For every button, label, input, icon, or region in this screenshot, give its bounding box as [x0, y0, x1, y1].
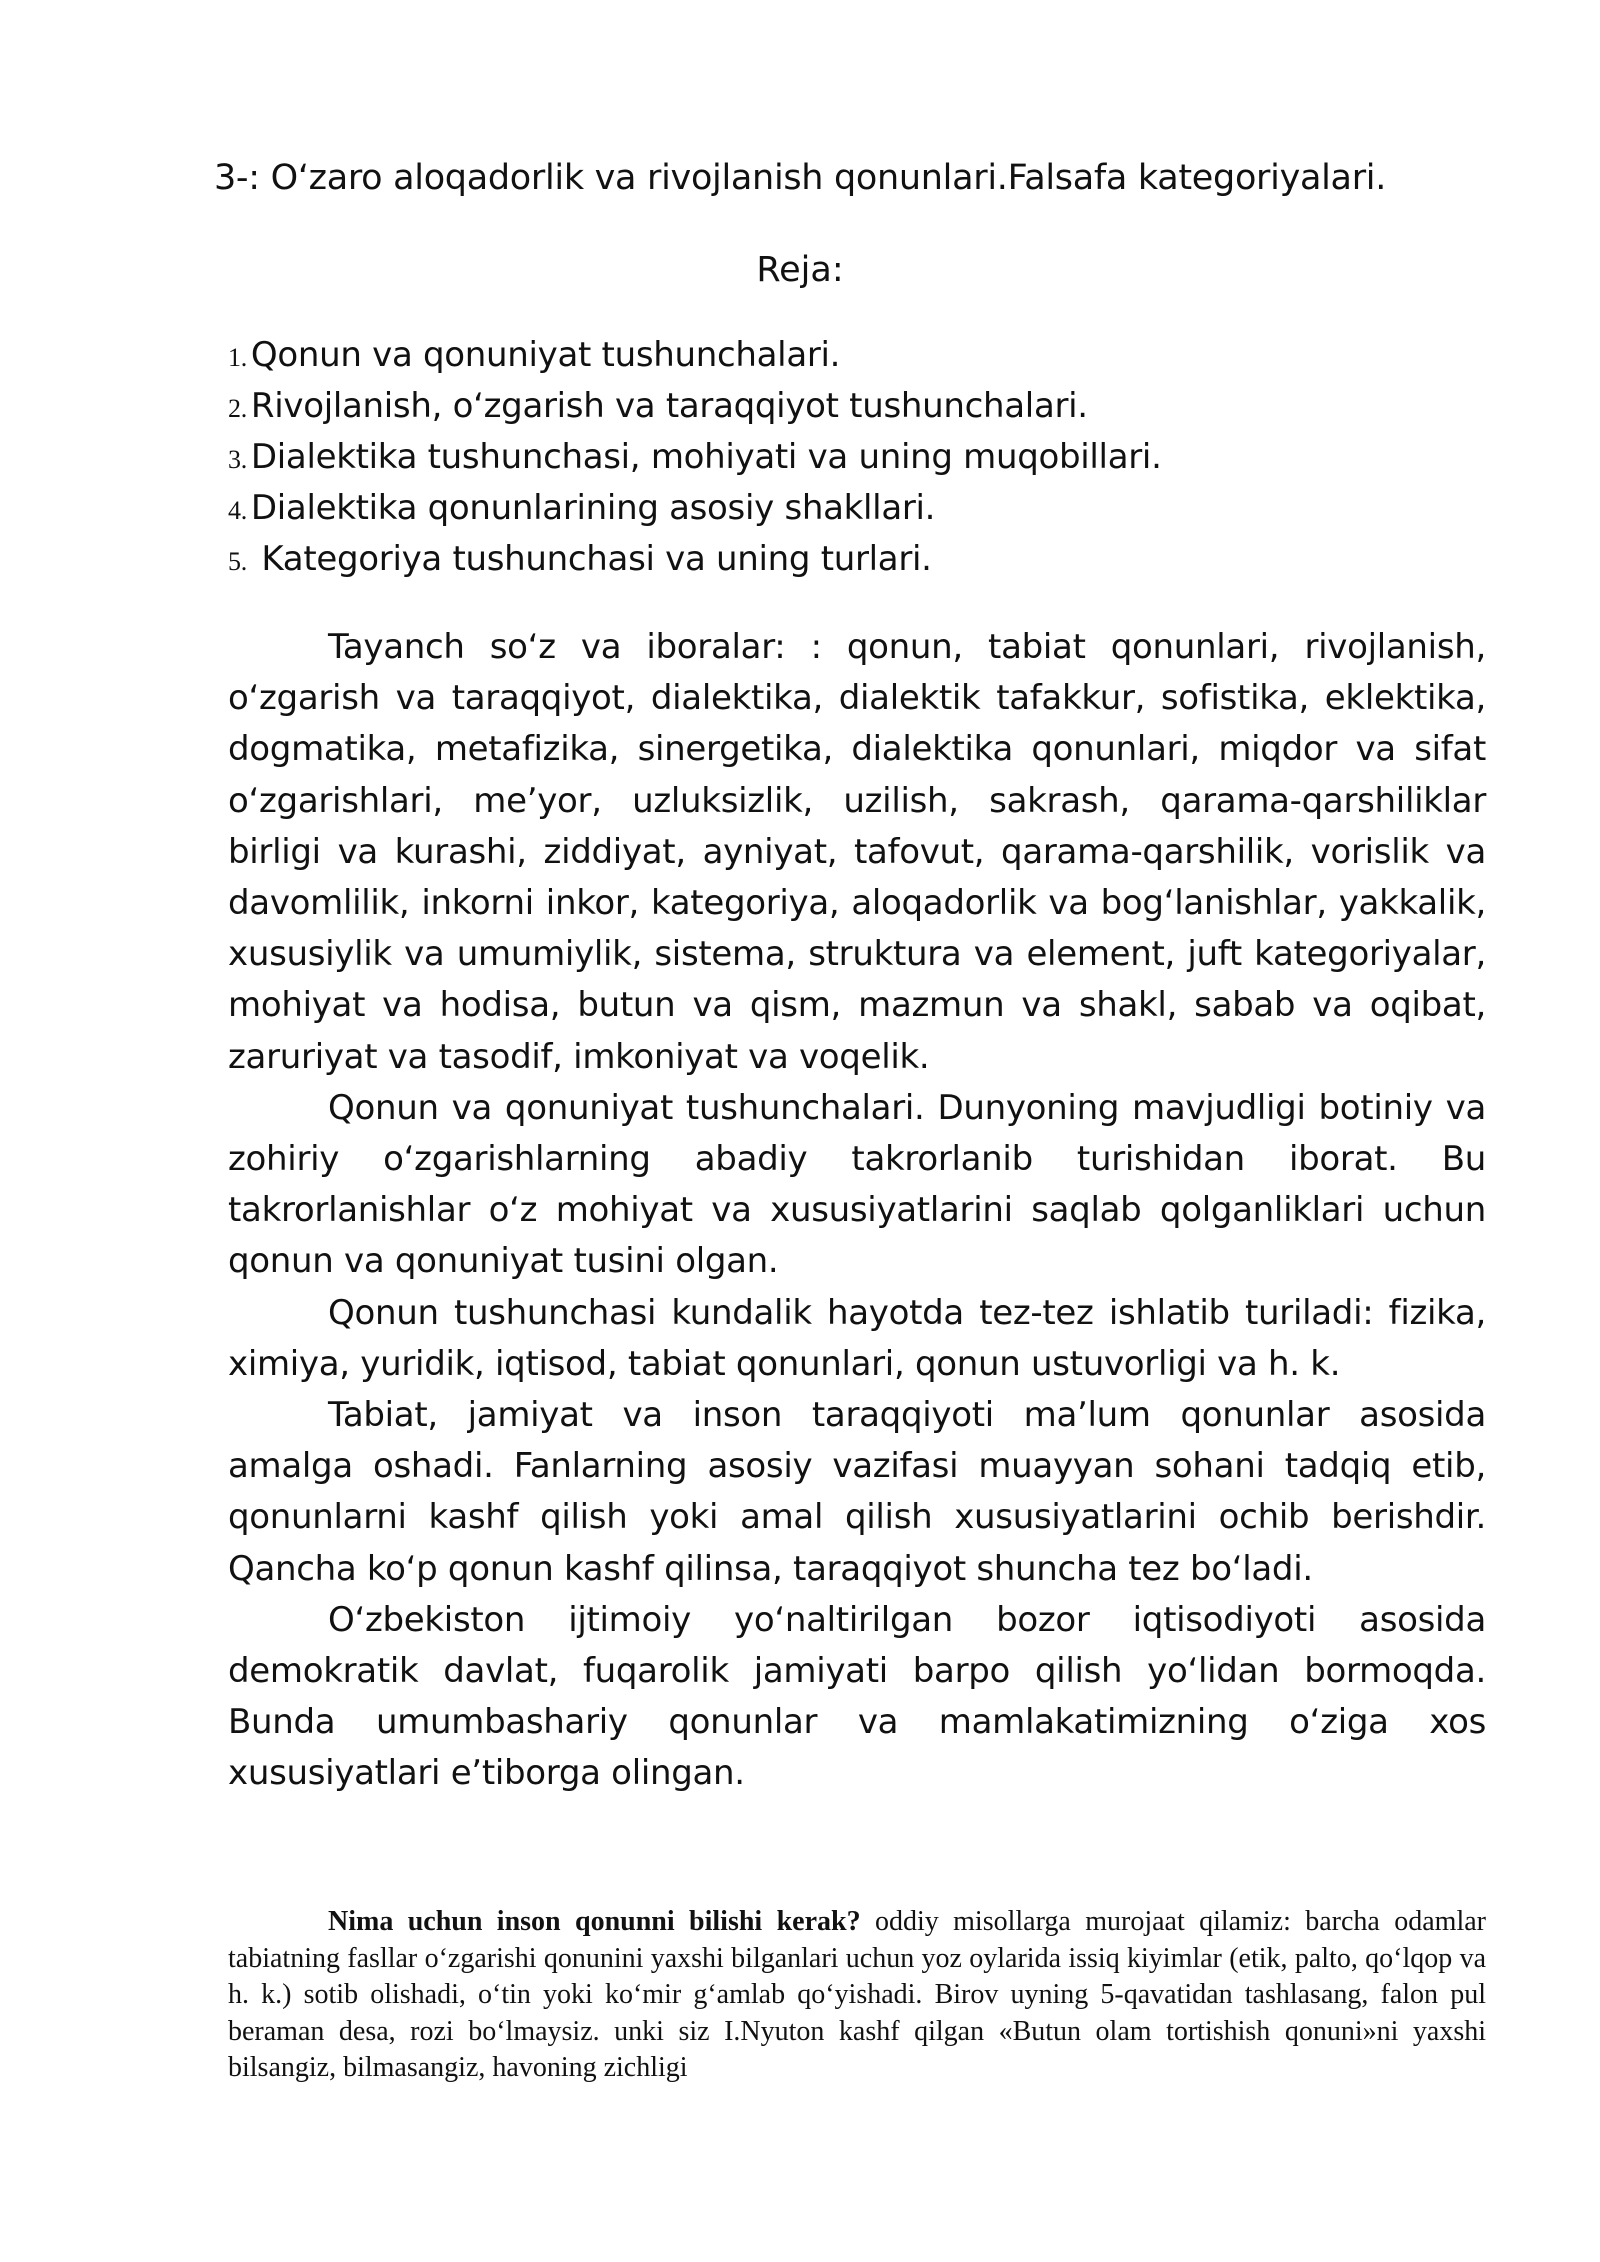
final-paragraph	[228, 1904, 1486, 2087]
body-text	[228, 622, 1486, 1800]
plan-item	[228, 381, 1428, 432]
plan-item	[228, 330, 1428, 381]
plan-item-number: 4.	[228, 496, 247, 525]
keywords-paragraph: Tayanch so‘z va iboralar: : qonun, tabiat qonunlari, rivojlanish, o‘zgarish va taraqqiyot, dialektika, dialektik tafakkur, sofistika, eklektika, dogmatika, metafizika, sinergetika, dialektika qonunlari, miqdor va sifat o‘zgarishlari, me’yor, uzluksizlik, uzilish, sakrash, qarama-qarshiliklar birligi va kurashi, ziddiyat, ayniyat, tafovut, qarama-qarshilik, vorislik va davomlilik, inkorni inkor, kategoriya, aloqadorlik va bog‘lanishlar, yakkalik, xususiylik va umumiylik, sistema, struktura va element, juft kategoriyalar, mohiyat va hodisa, butun va qism, mazmun va shakl, sabab va oqibat, zaruriyat va tasodif, imkoniyat va voqelik.	[228, 627, 1486, 1077]
plan-item-number: 1.	[228, 343, 247, 372]
plan-item-number: 2.	[228, 394, 247, 423]
plan-heading: Reja:	[756, 250, 844, 290]
plan-item	[228, 432, 1428, 483]
plan-list	[228, 330, 1428, 585]
final-paragraph-text: oddiy misollarga murojaat qilamiz: barcha odamlar tabiatning fasllar o‘zgarishi qonunini yaxshi bilganlari uchun yoz oylarida issiq kiyimlar (etik, palto, qo‘lqop va h. k.) sotib olishadi, o‘tin yoki ko‘mir g‘amlab qo‘yishadi. Birov uyning 5-qavatidan tashlasang, falon pul beraman desa, rozi bo‘lmaysiz. unki siz I.Nyuton kashf qilgan «Butun olam tortishish qonuni»ni yaxshi bilsangiz, bilmasangiz, havoning zichligi	[228, 1906, 1486, 2083]
plan-item-text: Rivojlanish, o‘zgarish va taraqqiyot tushunchalari.	[250, 386, 1088, 426]
body-paragraph: Qonun va qonuniyat tushunchalari. Dunyoning mavjudligi botiniy va zohiriy o‘zgarishlarning abadiy takrorlanib turishidan iborat. Bu takrorlanishlar o‘z mohiyat va xususiyatlarini saqlab qolganliklari uchun qonun va qonuniyat tusini olgan.	[228, 1087, 1486, 1282]
plan-item-number: 5.	[228, 547, 247, 576]
document-title: 3-: O‘zaro aloqadorlik va rivojlanish qonunlari.Falsafa kategoriyalari.	[213, 158, 1387, 198]
plan-item-text: Dialektika tushunchasi, mohiyati va uning muqobillari.	[250, 437, 1162, 477]
body-paragraph: Qonun tushunchasi kundalik hayotda tez-tez ishlatib turiladi: fizika, ximiya, yuridik, iqtisod, tabiat qonunlari, qonun ustuvorligi va h. k.	[228, 1292, 1486, 1384]
plan-item-number: 3.	[228, 445, 247, 474]
plan-item-text: Kategoriya tushunchasi va uning turlari.	[250, 539, 932, 579]
plan-item-text: Qonun va qonuniyat tushunchalari.	[250, 335, 841, 375]
plan-item	[228, 483, 1428, 534]
plan-item-text: Dialektika qonunlarining asosiy shakllari.	[250, 488, 936, 528]
question-heading: Nima uchun inson qonunni bilishi kerak?	[328, 1906, 861, 1937]
plan-item	[228, 534, 1428, 585]
body-paragraph: O‘zbekiston ijtimoiy yo‘naltirilgan bozor iqtisodiyoti asosida demokratik davlat, fuqarolik jamiyati barpo qilish yo‘lidan bormoqda. Bunda umumbashariy qonunlar va mamlakatimizning o‘ziga xos xususiyatlari e’tiborga olingan.	[228, 1599, 1486, 1794]
body-paragraph: Tabiat, jamiyat va inson taraqqiyoti ma’lum qonunlar asosida amalga oshadi. Fanlarning asosiy vazifasi muayyan sohani tadqiq etib, qonunlarni kashf qilish yoki amal qilish xususiyatlarini ochib berishdir. Qancha ko‘p qonun kashf qilinsa, taraqqiyot shuncha tez bo‘ladi.	[228, 1395, 1486, 1589]
